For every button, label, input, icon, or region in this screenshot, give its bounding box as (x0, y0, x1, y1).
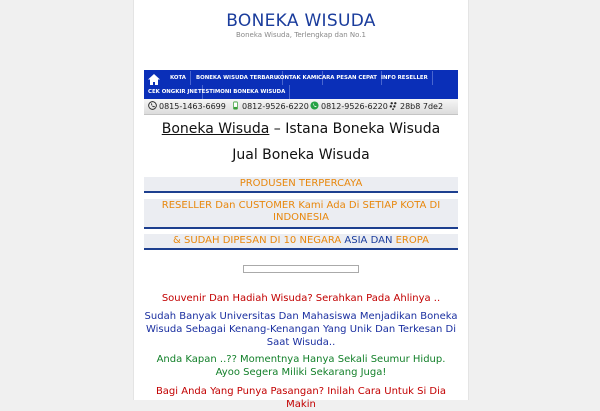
page-title (134, 121, 468, 137)
page-title-link[interactable]: Boneka Wisuda (161, 121, 270, 137)
nav-item-kota[interactable]: KOTA (166, 71, 191, 85)
paragraph-universitas: Sudah Banyak Universitas Dan Mahasiswa Menjadikan Boneka Wisuda Sebagai Kenang-Kenangan Yang Unik Dan Terkesan Di Saat Wisuda.. (144, 311, 458, 348)
contact-sms[interactable] (231, 101, 309, 112)
contact-phone[interactable] (148, 101, 226, 112)
paragraph-souvenir: Souvenir Dan Hadiah Wisuda? Serahkan Pada Ahlinya .. (161, 293, 441, 304)
contact-sms-text: 0812-9526-6220 (242, 102, 309, 111)
nav-home[interactable] (146, 71, 162, 84)
banner-produsen: PRODUSEN TERPERCAYA (144, 177, 458, 193)
site-title[interactable]: BONEKA WISUDA (226, 11, 376, 31)
contact-bbm-text: 28b8 7de2 (400, 102, 444, 111)
banner-reseller: RESELLER Dan CUSTOMER Kami Ada Di SETIAP KOTA DI INDONESIA (144, 199, 458, 229)
contact-bar (144, 99, 458, 115)
contact-bbm[interactable] (389, 101, 443, 112)
search-input[interactable] (243, 265, 359, 273)
banner-negara-text: & SUDAH DIPESAN DI 10 NEGARA (173, 235, 345, 246)
banner-asia: ASIA (344, 235, 368, 246)
paragraph-pasangan: Bagi Anda Yang Punya Pasangan? Inilah Cara Untuk Si Dia Makin (155, 386, 447, 410)
bbm-icon (389, 101, 398, 110)
paragraph-kapan: Anda Kapan ..?? Momentnya Hanya Sekali Seumur Hidup. Ayoo Segera Miliki Sekarang Juga! (156, 354, 446, 378)
page-container (133, 0, 469, 410)
nav-item-testimoni[interactable]: TESTIMONI BONEKA WISUDA (194, 85, 290, 99)
banner-dan: DAN (367, 235, 396, 246)
contact-whatsapp-text: 0812-9526-6220 (321, 102, 388, 111)
whatsapp-icon (310, 101, 319, 110)
contact-whatsapp[interactable] (310, 101, 388, 112)
page-subtitle: Jual Boneka Wisuda (232, 147, 370, 163)
nav-item-kontak-kami[interactable]: KONTAK KAMI (272, 71, 323, 85)
main-nav (144, 70, 458, 99)
nav-item-boneka-wisuda-terbaru[interactable]: BONEKA WISUDA TERBARU (192, 71, 283, 85)
banner-eropa: EROPA (395, 235, 429, 246)
page-title-rest: – Istana Boneka Wisuda (269, 121, 441, 137)
nav-item-cek-ongkir-jne[interactable]: CEK ONGKIR JNE (144, 85, 203, 99)
banner-negara (144, 234, 458, 250)
phone-icon (148, 101, 157, 110)
sms-icon (231, 101, 240, 110)
contact-phone-text: 0815-1463-6699 (159, 102, 226, 111)
nav-item-cara-pesan-cepat[interactable]: CARA PESAN CEPAT (314, 71, 382, 85)
site-tagline: Boneka Wisuda, Terlengkap dan No.1 (235, 31, 366, 39)
nav-item-info-reseller[interactable]: INFO RESELLER (377, 71, 433, 85)
